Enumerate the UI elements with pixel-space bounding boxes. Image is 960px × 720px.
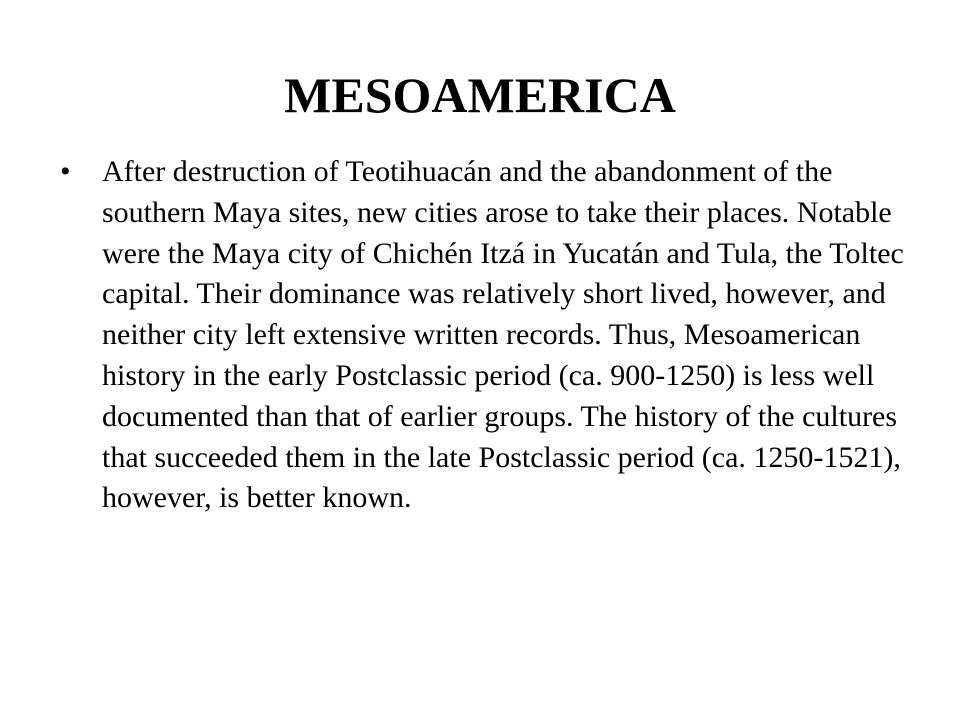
bullet-text: After destruction of Teotihuacán and the abandonment of the southern Maya sites, new cities arose to take their places. Notable were the Maya city of Chichén Itzá in Yucatán and Tula, the Toltec capital. Their dominance was relatively short lived, however, and neither city left extensive written records. Thus, Mesoamerican history in the early Postclassic period (ca. 900-1250) is less well documented than that of earlier groups. The history of the cultures that succeeded them in the late Postclassic period (ca. 1250-1521), however, is better known. xyxy=(102,155,904,515)
bullet-list xyxy=(60,152,920,519)
slide-title: MESOAMERICA xyxy=(284,67,676,123)
bullet-icon: • xyxy=(60,155,71,188)
bullet-item xyxy=(60,152,920,519)
